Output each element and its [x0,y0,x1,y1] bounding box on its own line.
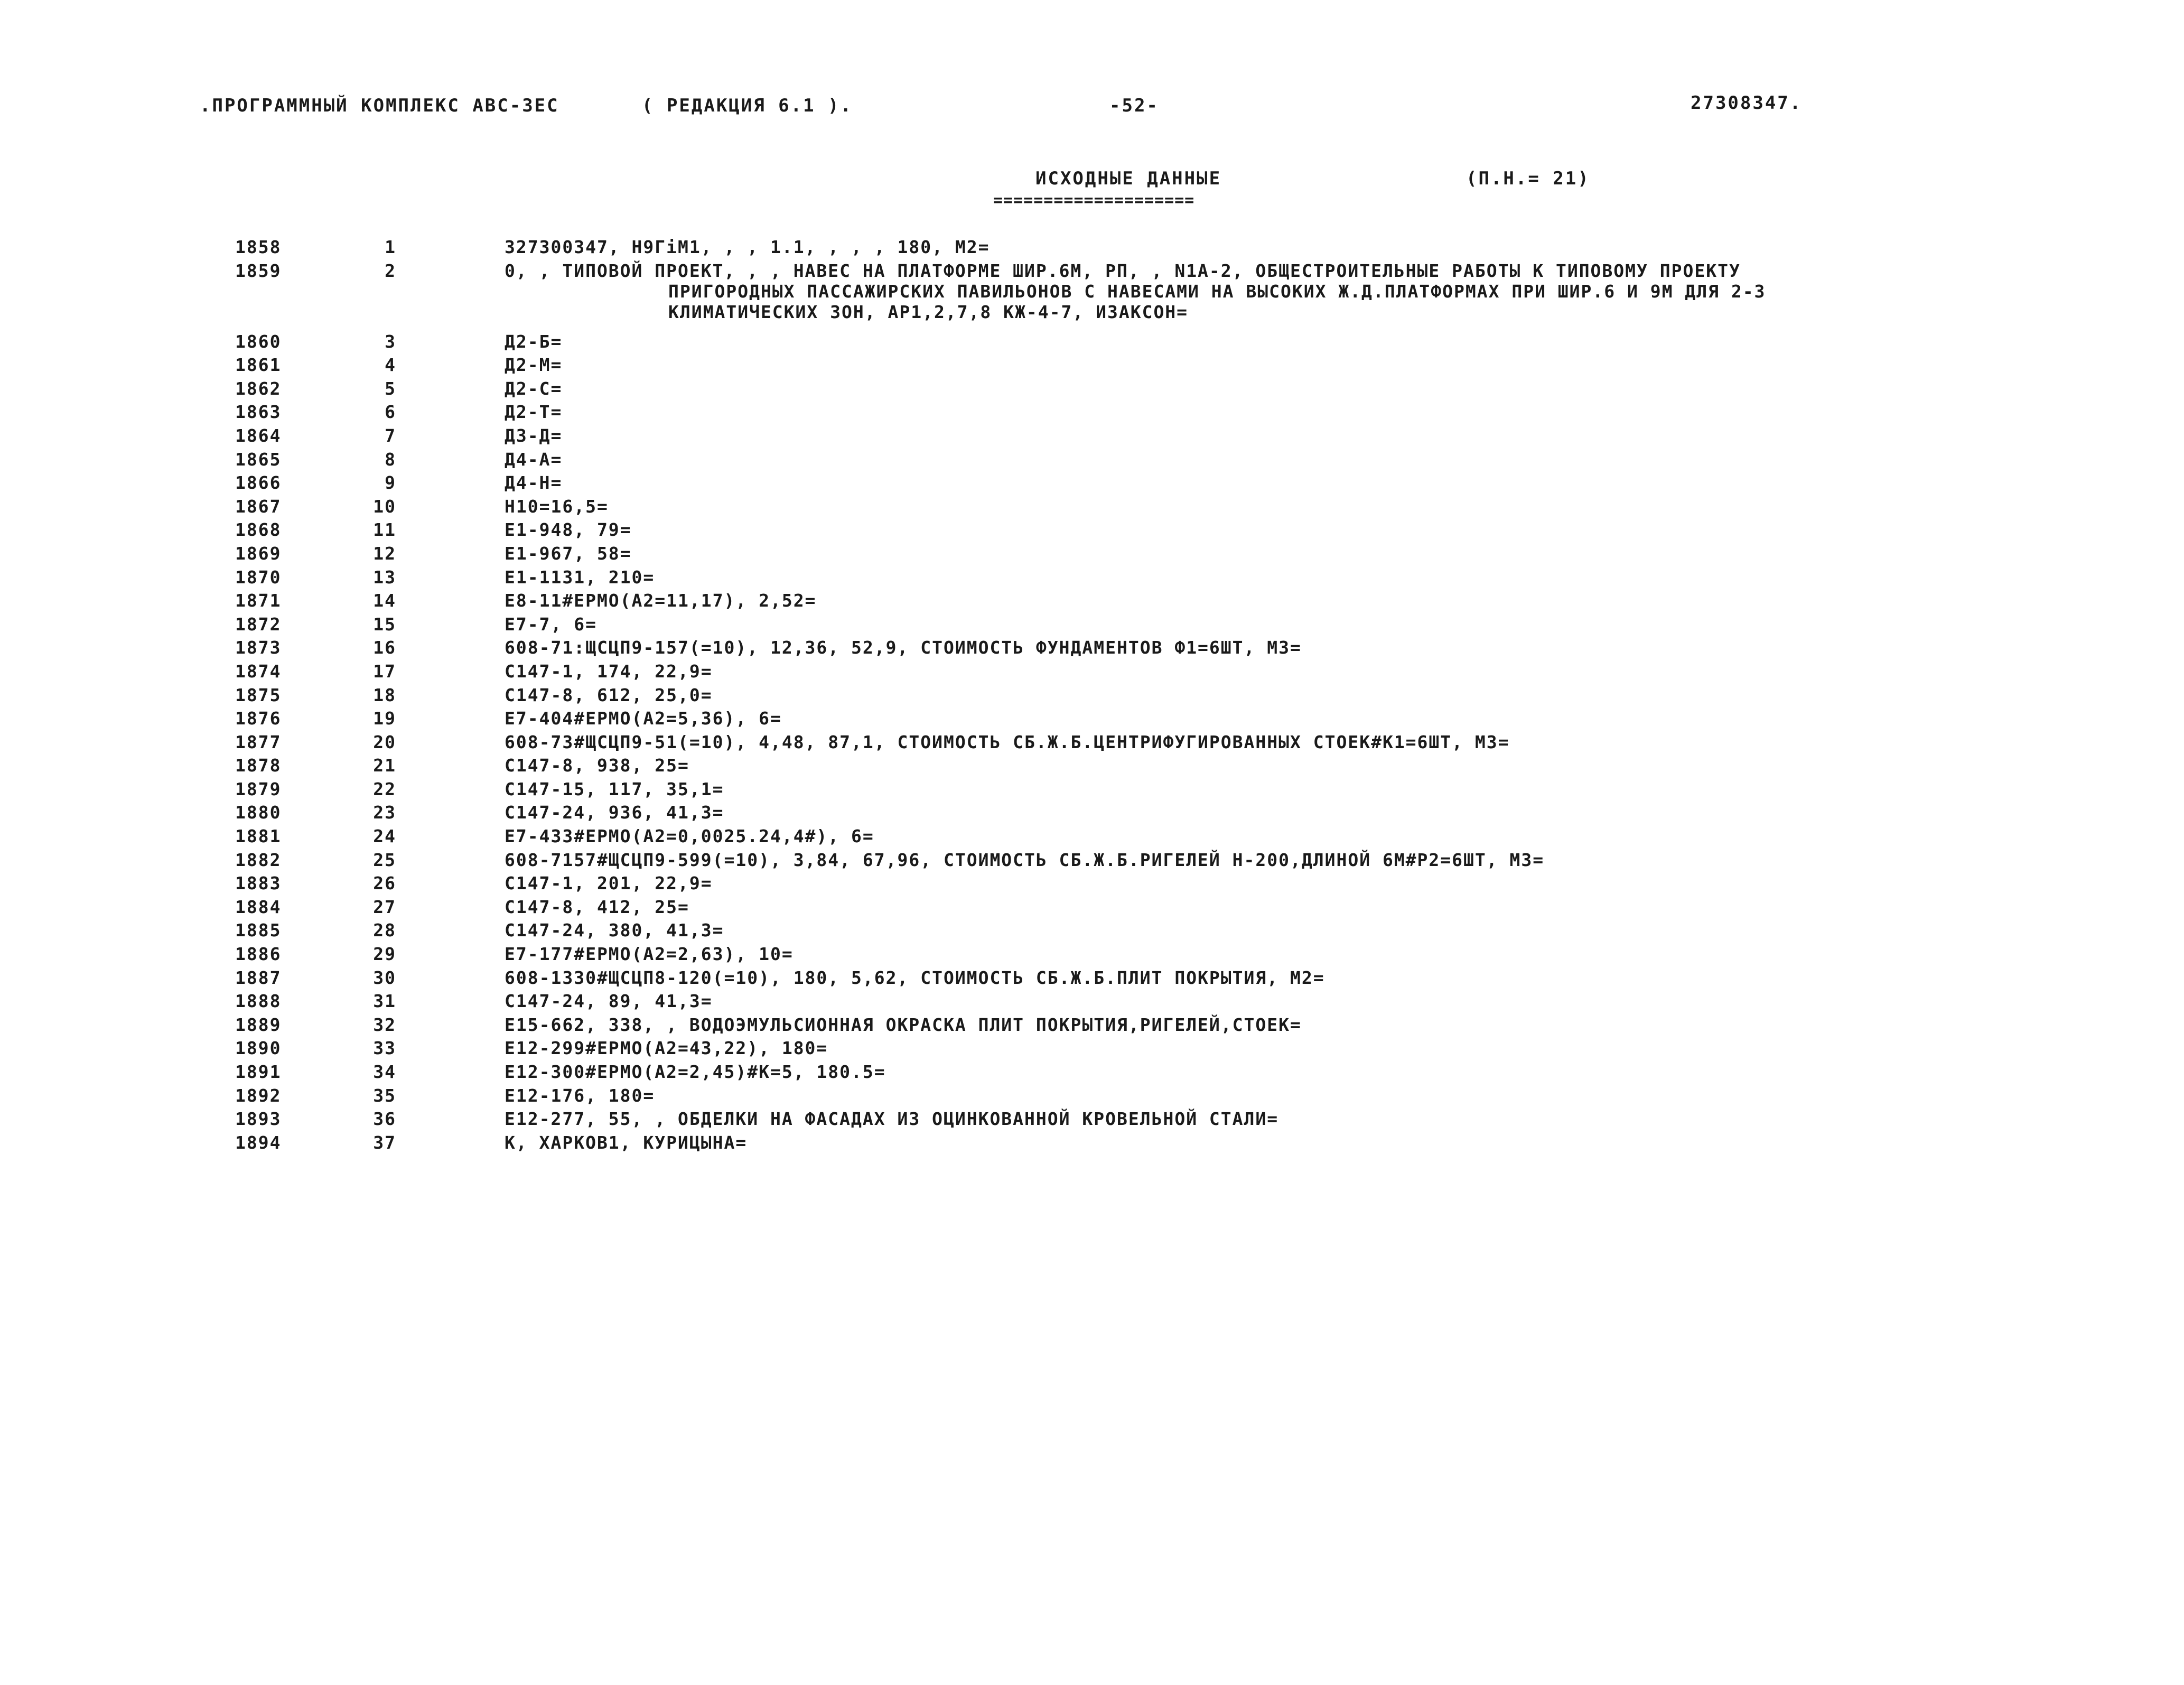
line-number: 1867 [235,496,282,517]
listing-row [0,590,2184,614]
record-text-line: Д4-А= [505,449,563,470]
line-number: 1868 [235,519,282,541]
listing-row [0,496,2184,520]
listing-row [0,732,2184,756]
edition-label: ( РЕДАКЦИЯ 6.1 ). [642,95,853,116]
sequence-number: 19 [373,708,396,729]
listing-row [0,637,2184,661]
sequence-number: 9 [385,472,396,494]
record-text [505,873,713,893]
record-text [505,850,1544,870]
record-text [505,732,1510,752]
line-number: 1888 [235,991,282,1012]
sequence-number: 23 [373,802,396,823]
record-text [505,402,562,422]
sequence-number: 27 [373,896,396,917]
record-text-line: К, ХАРКОВ1, КУРИЦЫНА= [505,1132,748,1153]
record-text [505,355,562,375]
listing-row [0,991,2184,1014]
record-text [505,708,782,729]
listing-row [0,355,2184,378]
record-text-line: С147-24, 89, 41,3= [505,991,713,1012]
listing-row [0,1085,2184,1109]
line-number: 1876 [235,708,282,729]
record-text [505,967,1325,988]
listing-row [0,1109,2184,1132]
record-text [505,1085,655,1106]
sequence-number: 34 [373,1062,396,1082]
sequence-number: 14 [373,590,396,611]
sequence-number: 8 [385,449,396,470]
listing-row [0,567,2184,591]
line-number: 1892 [235,1085,282,1106]
record-text-line: С147-8, 612, 25,0= [505,684,713,705]
line-number: 1882 [235,849,282,870]
line-number: 1869 [235,543,282,564]
listing-row [0,755,2184,779]
sequence-number: 15 [373,613,396,635]
record-text [505,802,724,823]
sequence-number: 12 [373,543,396,564]
record-text [505,944,794,964]
line-number: 1865 [235,449,282,470]
section-title: ИСХОДНЫЕ ДАННЫЕ [1035,168,1222,189]
sequence-number: 17 [373,660,396,682]
sequence-number: 3 [385,331,396,352]
record-text-line: С147-8, 938, 25= [505,755,689,776]
listing-row [0,425,2184,449]
line-number: 1862 [235,378,282,399]
sequence-number: 13 [373,566,396,588]
sequence-number: 32 [373,1014,396,1035]
record-text [505,519,632,540]
listing-row [0,685,2184,709]
record-text-line: 608-73#ЩСЦП9-51(=10), 4,48, 87,1, СТОИМОСТЬ СБ.Ж.Б.ЦЕНТРИФУГИРОВАННЫХ СТОЕК#К1=6ШТ, М3= [505,731,1510,752]
line-number: 1866 [235,472,282,494]
record-text [505,1109,1278,1129]
sequence-number: 6 [385,402,396,423]
listing-row [0,826,2184,850]
line-number: 1891 [235,1062,282,1082]
record-text-line: 608-71:ЩСЦП9-157(=10), 12,36, 52,9, СТОИМОСТЬ ФУНДАМЕНТОВ Ф1=6ШТ, М3= [505,637,1302,658]
record-text [505,755,689,776]
record-text-line: С147-15, 117, 35,1= [505,778,724,799]
record-text [505,260,1766,322]
record-text [505,496,609,517]
listing-row [0,920,2184,944]
record-text-line: С147-8, 412, 25= [505,896,689,917]
line-number: 1858 [235,237,282,257]
listing-row [0,967,2184,991]
record-text-line: Д3-Д= [505,425,563,446]
line-number: 1893 [235,1109,282,1130]
record-text-line: Д2-С= [505,378,563,399]
sequence-number: 20 [373,731,396,752]
record-text [505,991,713,1011]
sequence-number: 1 [385,237,396,257]
line-number: 1863 [235,402,282,423]
record-text-line: Е12-176, 180= [505,1085,655,1106]
record-text-line: Д2-Б= [505,331,563,352]
record-text-line: С147-1, 201, 22,9= [505,873,713,894]
listing-row [0,449,2184,473]
record-text-line: Е7-433#ЕРМО(А2=0,0025.24,4#), 6= [505,826,874,847]
record-text-line: Е12-300#ЕРМО(А2=2,45)#К=5, 180.5= [505,1062,886,1082]
sequence-number: 26 [373,873,396,894]
listing-row [0,1038,2184,1062]
record-text-line: Е12-299#ЕРМО(А2=43,22), 180= [505,1038,828,1059]
listing-row [0,472,2184,496]
sequence-number: 33 [373,1038,396,1059]
listing-row [0,897,2184,920]
record-text-line: Д2-Т= [505,402,563,423]
data-listing [0,237,2184,1156]
sequence-number: 10 [373,496,396,517]
sequence-number: 30 [373,967,396,988]
record-text [505,685,713,705]
line-number: 1881 [235,826,282,847]
sequence-number: 31 [373,991,396,1012]
record-text [505,543,632,564]
record-text-line: 327300347, Н9ГіМ1, , , 1.1, , , , 180, М2= [505,237,990,257]
sequence-number: 36 [373,1109,396,1130]
listing-row [0,543,2184,567]
line-number: 1874 [235,660,282,682]
listing-row [0,378,2184,402]
record-text [505,567,655,588]
line-number: 1894 [235,1132,282,1153]
sequence-number: 22 [373,778,396,799]
line-number: 1859 [235,260,282,281]
listing-row [0,237,2184,260]
line-number: 1877 [235,731,282,752]
record-text [505,920,724,941]
record-text-line: С147-1, 174, 22,9= [505,660,713,682]
record-text [505,826,874,846]
line-number: 1860 [235,331,282,352]
record-text-line: Н10=16,5= [505,496,609,517]
line-number: 1884 [235,896,282,917]
record-text [505,661,713,682]
sequence-number: 35 [373,1085,396,1106]
section-underline: ==================== [993,191,1195,210]
sequence-number: 2 [385,260,396,281]
sequence-number: 5 [385,378,396,399]
line-number: 1879 [235,778,282,799]
record-text-line: 0, , ТИПОВОЙ ПРОЕКТ, , , НАВЕС НА ПЛАТФОРМЕ ШИР.6М, РП, , N1А-2, ОБЩЕСТРОИТЕЛЬНЫЕ РАБОТЫ К ТИПОВОМУ ПРОЕКТУ [505,260,1741,281]
sequence-number: 25 [373,849,396,870]
record-text-line: Е1-1131, 210= [505,566,655,588]
record-text-line: Е15-662, 338, , ВОДОЭМУЛЬСИОННАЯ ОКРАСКА ПЛИТ ПОКРЫТИЯ,РИГЕЛЕЙ,СТОЕК= [505,1014,1302,1035]
record-text [505,1014,1302,1035]
line-number: 1870 [235,566,282,588]
record-text-line: Д2-М= [505,355,563,376]
program-title: .ПРОГРАММНЫЙ КОМПЛЕКС АВС-ЗЕС [200,95,559,116]
record-text-line: Д4-Н= [505,472,563,494]
record-text [505,637,1302,658]
record-text [505,449,562,470]
line-number: 1875 [235,684,282,705]
listing-row [0,402,2184,425]
sequence-number: 18 [373,684,396,705]
record-text-line: Е12-277, 55, , ОБДЕЛКИ НА ФАСАДАХ ИЗ ОЦИНКОВАННОЙ КРОВЕЛЬНОЙ СТАЛИ= [505,1109,1279,1130]
record-text-line: Е7-404#ЕРМО(А2=5,36), 6= [505,708,782,729]
listing-row [0,708,2184,732]
line-number: 1873 [235,637,282,658]
line-number: 1886 [235,944,282,965]
sequence-number: 21 [373,755,396,776]
record-text [505,331,562,352]
line-number: 1887 [235,967,282,988]
sequence-number: 24 [373,826,396,847]
record-text [505,614,597,635]
sequence-number: 37 [373,1132,396,1153]
line-number: 1889 [235,1014,282,1035]
sequence-number: 7 [385,425,396,446]
line-number: 1880 [235,802,282,823]
record-continuation-line: ПРИГОРОДНЫХ ПАССАЖИРСКИХ ПАВИЛЬОНОВ С НАВЕСАМИ НА ВЫСОКИХ Ж.Д.ПЛАТФОРМАХ ПРИ ШИР.6 И 9М ДЛЯ 2-3 [668,281,1766,302]
record-text [505,1038,828,1058]
listing-row [0,944,2184,967]
line-number: 1871 [235,590,282,611]
record-text [505,425,562,446]
record-text [505,897,689,917]
page-number: -52- [1109,95,1159,116]
sequence-number: 28 [373,920,396,941]
record-text [505,472,562,493]
section-reference: (П.Н.= 21) [1466,168,1590,189]
line-number: 1890 [235,1038,282,1059]
listing-row [0,1014,2184,1038]
line-number: 1861 [235,355,282,376]
record-text [505,779,724,799]
record-text-line: Е8-11#ЕРМО(А2=11,17), 2,52= [505,590,817,611]
record-text [505,237,990,257]
line-number: 1872 [235,613,282,635]
document-number: 27308347. [1691,92,1803,114]
listing-row [0,850,2184,873]
record-text [505,378,562,399]
sequence-number: 4 [385,355,396,376]
sequence-number: 16 [373,637,396,658]
record-text [505,590,816,611]
record-text-line: С147-24, 380, 41,3= [505,920,724,941]
listing-row [0,1062,2184,1085]
record-continuation-line: КЛИМАТИЧЕСКИХ ЗОН, АР1,2,7,8 КЖ-4-7, ИЗАКСОН= [668,301,1189,322]
listing-row [0,519,2184,543]
record-text-line: Е1-967, 58= [505,543,632,564]
line-number: 1885 [235,920,282,941]
line-number: 1878 [235,755,282,776]
record-text [505,1132,747,1153]
sequence-number: 29 [373,944,396,965]
line-number: 1883 [235,873,282,894]
record-text-line: 608-7157#ЩСЦП9-599(=10), 3,84, 67,96, СТОИМОСТЬ СБ.Ж.Б.РИГЕЛЕЙ Н-200,ДЛИНОЙ 6М#Р2=6ШТ, М3= [505,849,1545,870]
listing-row [0,1132,2184,1156]
listing-row [0,614,2184,638]
line-number: 1864 [235,425,282,446]
record-text-line: Е1-948, 79= [505,519,632,541]
listing-row [0,779,2184,803]
record-text-line: Е7-7, 6= [505,613,597,635]
record-text [505,1062,886,1082]
record-text-line: С147-24, 936, 41,3= [505,802,724,823]
sequence-number: 11 [373,519,396,541]
listing-row [0,802,2184,826]
listing-row [0,260,2184,331]
listing-row [0,661,2184,685]
listing-row [0,331,2184,355]
listing-row [0,873,2184,897]
record-text-line: 608-1330#ЩСЦП8-120(=10), 180, 5,62, СТОИМОСТЬ СБ.Ж.Б.ПЛИТ ПОКРЫТИЯ, М2= [505,967,1325,988]
record-text-line: Е7-177#ЕРМО(А2=2,63), 10= [505,944,794,965]
